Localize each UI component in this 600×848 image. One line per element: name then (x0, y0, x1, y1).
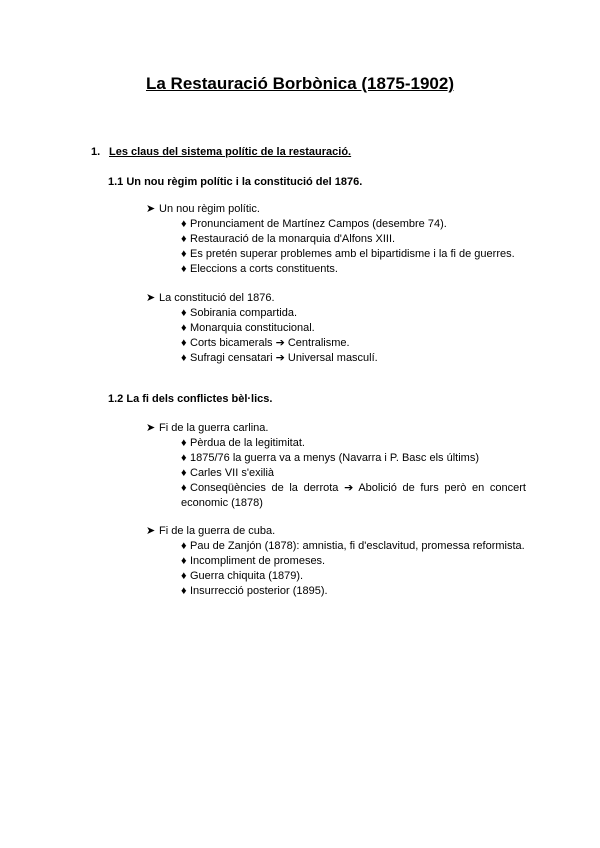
list-item (181, 351, 526, 366)
list-item (181, 262, 526, 277)
page-title: La Restauració Borbònica (1875-1902) (145, 74, 454, 93)
diamond-bullet-icon: ♦ (181, 352, 187, 364)
group-label (146, 202, 526, 217)
group-nou-regim (146, 202, 526, 277)
list-item-text: Pau de Zanjón (1878): amnistia, fi d'esclavitud, promessa reformista. (190, 540, 525, 552)
diamond-bullet-icon: ♦ (181, 233, 187, 245)
list-item-text: Corts bicamerals ➔ Centralisme. (190, 337, 350, 349)
list-item (181, 466, 526, 481)
bullet-list (181, 217, 526, 277)
list-item-text: Incompliment de promeses. (190, 555, 326, 567)
section-1-number: 1. (91, 146, 101, 158)
list-item (181, 247, 526, 262)
list-item (181, 321, 526, 336)
list-item (181, 336, 526, 351)
bullet-list (181, 436, 526, 511)
diamond-bullet-icon: ♦ (181, 248, 187, 260)
list-item-text: 1875/76 la guerra va a menys (Navarra i P. Basc els últims) (190, 452, 479, 464)
arrow-bullet-icon: ➤ (146, 422, 156, 434)
diamond-bullet-icon: ♦ (181, 337, 187, 349)
list-item-text: Carles VII s'exilià (190, 467, 275, 479)
list-item (181, 569, 526, 584)
group-label (146, 524, 526, 539)
arrow-bullet-icon: ➤ (146, 525, 156, 537)
group-guerra-carlina (146, 421, 526, 511)
diamond-bullet-icon: ♦ (181, 437, 187, 449)
section-1-title: Les claus del sistema polític de la restauració. (109, 146, 352, 158)
list-item-text: Sobirania compartida. (190, 307, 298, 319)
list-item-text: Sufragi censatari ➔ Universal masculí. (190, 352, 378, 364)
list-item-text: Conseqüències de la derrota ➔ Abolició de furs però en concert economic (1878) (181, 482, 526, 509)
list-item (181, 481, 526, 511)
group-label-text: Fi de la guerra carlina. (159, 422, 269, 434)
list-item (181, 554, 526, 569)
diamond-bullet-icon: ♦ (181, 540, 187, 552)
diamond-bullet-icon: ♦ (181, 218, 187, 230)
diamond-bullet-icon: ♦ (181, 467, 187, 479)
list-item-text: Pronunciament de Martínez Campos (desembre 74). (190, 218, 447, 230)
subsection-1-1-heading: 1.1 Un nou règim polític i la constitució del 1876. (108, 176, 363, 188)
group-label-text: Un nou règim polític. (159, 203, 260, 215)
group-label-text: La constitució del 1876. (159, 292, 275, 304)
list-item (181, 539, 526, 554)
diamond-bullet-icon: ♦ (181, 482, 187, 494)
group-constitucio (146, 291, 526, 366)
arrow-bullet-icon: ➤ (146, 203, 156, 215)
list-item-text: Insurrecció posterior (1895). (190, 585, 328, 597)
bullet-list (181, 306, 526, 366)
list-item-text: Guerra chiquita (1879). (190, 570, 304, 582)
diamond-bullet-icon: ♦ (181, 263, 187, 275)
bullet-list (181, 539, 526, 599)
list-item-text: Monarquia constitucional. (190, 322, 315, 334)
diamond-bullet-icon: ♦ (181, 585, 187, 597)
diamond-bullet-icon: ♦ (181, 570, 187, 582)
list-item-text: Pèrdua de la legitimitat. (190, 437, 305, 449)
list-item (181, 584, 526, 599)
section-1-heading (91, 145, 351, 160)
list-item-text: Restauració de la monarquia d'Alfons XIII. (190, 233, 396, 245)
group-guerra-cuba (146, 524, 526, 599)
diamond-bullet-icon: ♦ (181, 307, 187, 319)
group-label-text: Fi de la guerra de cuba. (159, 525, 276, 537)
list-item (181, 306, 526, 321)
diamond-bullet-icon: ♦ (181, 555, 187, 567)
subsection-1-2-heading: 1.2 La fi dels conflictes bèl·lics. (108, 393, 273, 405)
list-item-text: Eleccions a corts constituents. (190, 263, 338, 275)
list-item (181, 217, 526, 232)
list-item-text: Es pretén superar problemes amb el bipartidisme i la fi de guerres. (190, 248, 515, 260)
list-item (181, 451, 526, 466)
arrow-bullet-icon: ➤ (146, 292, 156, 304)
diamond-bullet-icon: ♦ (181, 322, 187, 334)
group-label (146, 421, 526, 436)
list-item (181, 436, 526, 451)
group-label (146, 291, 526, 306)
diamond-bullet-icon: ♦ (181, 452, 187, 464)
list-item (181, 232, 526, 247)
